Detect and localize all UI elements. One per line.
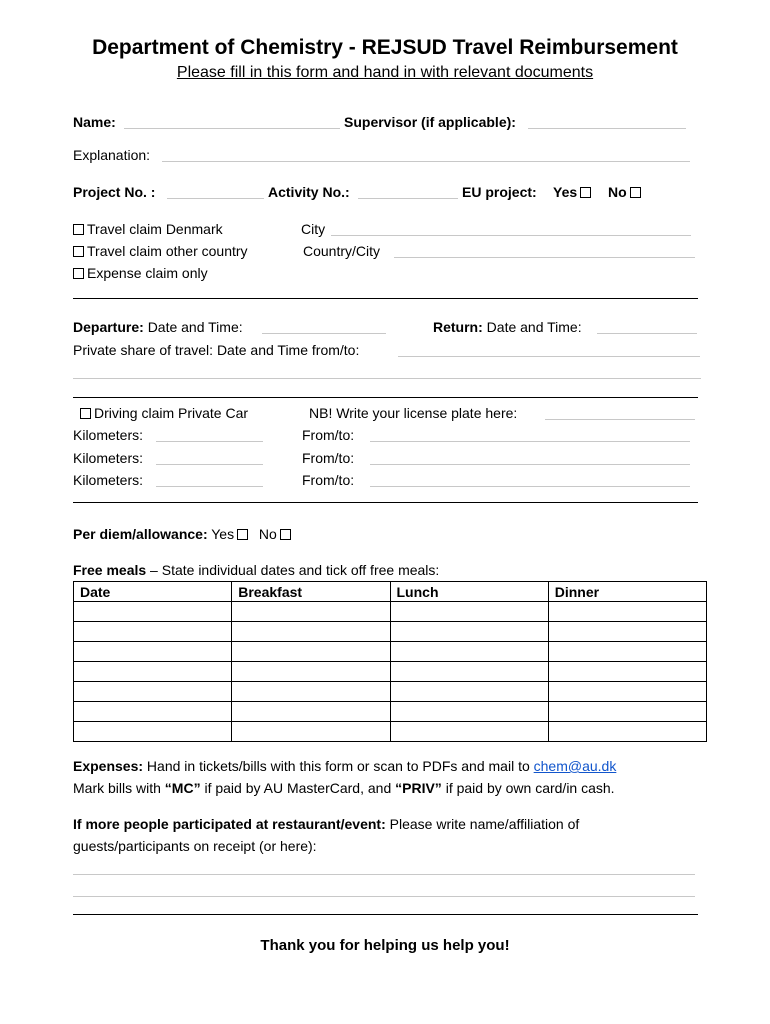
participants-text-2: guests/participants on receipt (or here):: [73, 838, 317, 854]
participants-field[interactable]: [73, 874, 695, 875]
expenses-row: [73, 758, 616, 774]
breakfast-cell[interactable]: [232, 662, 390, 682]
per-diem-row: [73, 526, 294, 542]
email-link[interactable]: chem@au.dk: [533, 758, 617, 774]
priv-marker: “PRIV”: [395, 780, 442, 796]
country-city-field[interactable]: [394, 257, 695, 258]
country-city-label: Country/City: [303, 243, 381, 259]
fromto-label: From/to:: [302, 472, 355, 488]
supervisor-field[interactable]: [528, 128, 686, 129]
dinner-cell[interactable]: [548, 642, 706, 662]
driving-claim-option[interactable]: [80, 405, 248, 421]
km-label: Kilometers:: [73, 450, 144, 466]
breakfast-cell[interactable]: [232, 702, 390, 722]
departure-datetime-label: Date and Time:: [147, 319, 243, 335]
project-field[interactable]: [167, 198, 264, 199]
eu-no-checkbox[interactable]: [630, 187, 641, 198]
fromto-field[interactable]: [370, 486, 690, 487]
thank-you-text: Thank you for helping us help you!: [260, 937, 510, 954]
date-cell[interactable]: [74, 602, 232, 622]
table-row: [74, 642, 707, 662]
date-cell[interactable]: [74, 622, 232, 642]
claim-denmark-checkbox[interactable]: [73, 224, 84, 235]
city-label: City: [301, 221, 326, 237]
dinner-cell[interactable]: [548, 662, 706, 682]
license-plate-field[interactable]: [545, 419, 695, 420]
km-label: Kilometers:: [73, 472, 144, 488]
expense-only-option[interactable]: [73, 265, 208, 281]
fromto-label: From/to:: [302, 427, 355, 443]
section-divider: [73, 914, 698, 915]
name-label: Name:: [73, 114, 116, 130]
eu-yes-option[interactable]: [553, 184, 594, 200]
participants-label: If more people participated at restaurant/event:: [73, 816, 386, 832]
date-cell[interactable]: [74, 682, 232, 702]
km-label: Kilometers:: [73, 427, 144, 443]
explanation-label: Explanation:: [73, 147, 151, 163]
lunch-cell[interactable]: [390, 642, 548, 662]
mark-bills-pre: Mark bills with: [73, 780, 165, 796]
driving-claim-checkbox[interactable]: [80, 408, 91, 419]
activity-label: Activity No.:: [268, 184, 350, 200]
name-field[interactable]: [124, 128, 340, 129]
lunch-cell[interactable]: [390, 622, 548, 642]
section-divider: [73, 502, 698, 503]
mc-marker: “MC”: [164, 780, 201, 796]
fromto-field[interactable]: [370, 464, 690, 465]
per-diem-label: Per diem/allowance:: [73, 526, 208, 542]
col-date: Date: [74, 582, 232, 602]
eu-project-label: EU project:: [462, 184, 537, 200]
table-header-row: [74, 582, 707, 602]
free-meals-text: – State individual dates and tick off free meals:: [146, 562, 440, 578]
table-row: [74, 682, 707, 702]
breakfast-cell[interactable]: [232, 602, 390, 622]
dinner-cell[interactable]: [548, 702, 706, 722]
return-label: Return:: [433, 319, 483, 335]
date-cell[interactable]: [74, 662, 232, 682]
claim-denmark-label: Travel claim Denmark: [87, 221, 223, 237]
activity-field[interactable]: [358, 198, 458, 199]
per-diem-no-checkbox[interactable]: [280, 529, 291, 540]
km-field[interactable]: [156, 486, 263, 487]
return-field[interactable]: [597, 333, 697, 334]
expenses-text: Hand in tickets/bills with this form or scan to PDFs and mail to: [143, 758, 534, 774]
date-cell[interactable]: [74, 642, 232, 662]
breakfast-cell[interactable]: [232, 682, 390, 702]
km-field[interactable]: [156, 464, 263, 465]
per-diem-no-label: No: [258, 526, 277, 542]
fromto-field[interactable]: [370, 441, 690, 442]
section-divider: [73, 397, 698, 398]
mark-bills-post: if paid by own card/in cash.: [441, 780, 615, 796]
explanation-field[interactable]: [162, 161, 690, 162]
col-lunch: Lunch: [390, 582, 548, 602]
free-meals-table: [73, 581, 707, 742]
lunch-cell[interactable]: [390, 602, 548, 622]
participants-row: [73, 816, 579, 832]
city-field[interactable]: [331, 235, 691, 236]
mark-bills-mid: if paid by AU MasterCard, and: [200, 780, 396, 796]
license-plate-label: NB! Write your license plate here:: [309, 405, 518, 421]
breakfast-cell[interactable]: [232, 622, 390, 642]
dinner-cell[interactable]: [548, 622, 706, 642]
departure-field[interactable]: [262, 333, 386, 334]
col-breakfast: Breakfast: [232, 582, 390, 602]
section-divider: [73, 298, 698, 299]
km-field[interactable]: [156, 441, 263, 442]
date-cell[interactable]: [74, 722, 232, 742]
table-row: [74, 602, 707, 622]
per-diem-yes-label: Yes: [211, 526, 235, 542]
form-subtitle: Please fill in this form and hand in with relevant documents: [176, 64, 594, 81]
mark-bills-row: [73, 780, 615, 796]
table-row: [74, 622, 707, 642]
participants-field-2[interactable]: [73, 896, 695, 897]
claim-other-country-checkbox[interactable]: [73, 246, 84, 257]
expense-only-checkbox[interactable]: [73, 268, 84, 279]
dinner-cell[interactable]: [548, 602, 706, 622]
table-row: [74, 722, 707, 742]
lunch-cell[interactable]: [390, 702, 548, 722]
table-row: [74, 662, 707, 682]
lunch-cell[interactable]: [390, 662, 548, 682]
eu-no-option[interactable]: [608, 184, 644, 200]
project-label: Project No. :: [73, 184, 156, 200]
departure-label: Departure:: [73, 319, 144, 335]
free-meals-label: Free meals: [73, 562, 147, 578]
supervisor-label: Supervisor (if applicable):: [344, 114, 516, 130]
expense-only-label: Expense claim only: [87, 265, 208, 281]
breakfast-cell[interactable]: [232, 642, 390, 662]
return-datetime-label: Date and Time:: [486, 319, 582, 335]
driving-claim-label: Driving claim Private Car: [94, 405, 249, 421]
lunch-cell[interactable]: [390, 722, 548, 742]
private-share-field-2[interactable]: [73, 378, 701, 379]
claim-other-country-label: Travel claim other country: [87, 243, 248, 259]
private-share-label: Private share of travel: Date and Time from/to:: [73, 342, 360, 358]
per-diem-yes-checkbox[interactable]: [237, 529, 248, 540]
dinner-cell[interactable]: [548, 682, 706, 702]
departure-row: [73, 319, 243, 335]
col-dinner: Dinner: [548, 582, 706, 602]
participants-text: Please write name/affiliation of: [385, 816, 580, 832]
date-cell[interactable]: [74, 702, 232, 722]
eu-yes-checkbox[interactable]: [580, 187, 591, 198]
form-title: Department of Chemistry - REJSUD Travel Reimbursement: [92, 36, 678, 59]
fromto-label: From/to:: [302, 450, 355, 466]
claim-other-country-option[interactable]: [73, 243, 248, 259]
table-row: [74, 702, 707, 722]
expenses-label: Expenses:: [73, 758, 144, 774]
free-meals-intro: [73, 562, 439, 578]
dinner-cell[interactable]: [548, 722, 706, 742]
lunch-cell[interactable]: [390, 682, 548, 702]
claim-denmark-option[interactable]: [73, 221, 223, 237]
eu-no-label: No: [608, 184, 627, 200]
private-share-field[interactable]: [398, 356, 700, 357]
breakfast-cell[interactable]: [232, 722, 390, 742]
return-row: [433, 319, 582, 335]
eu-yes-label: Yes: [553, 184, 578, 200]
